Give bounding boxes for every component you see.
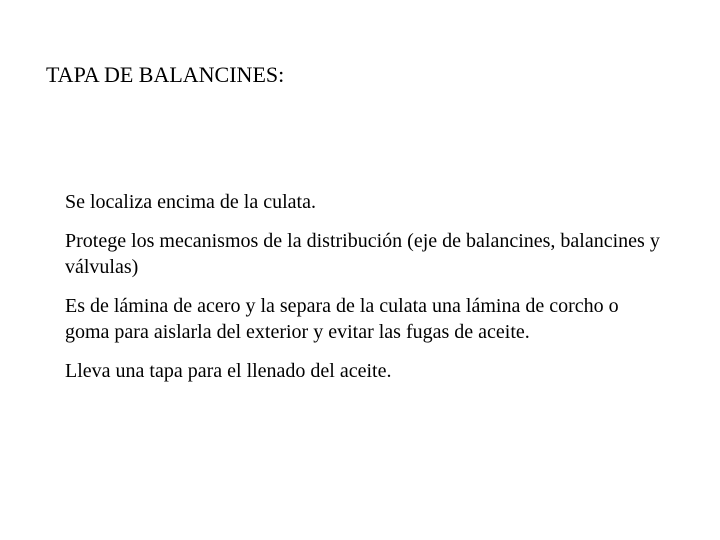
paragraph-1: Se localiza encima de la culata. [65, 191, 316, 213]
slide-body [65, 189, 665, 397]
slide-title: TAPA DE BALANCINES: [46, 62, 285, 87]
paragraph-4: Lleva una tapa para el llenado del aceite. [65, 360, 392, 382]
paragraph-3: Es de lámina de acero y la separa de la culata una lámina de corcho o goma para aislarla del exterior y evitar las fugas de aceite. [65, 295, 619, 343]
paragraph-2: Protege los mecanismos de la distribución (eje de balancines, balancines y válvulas) [65, 230, 660, 278]
